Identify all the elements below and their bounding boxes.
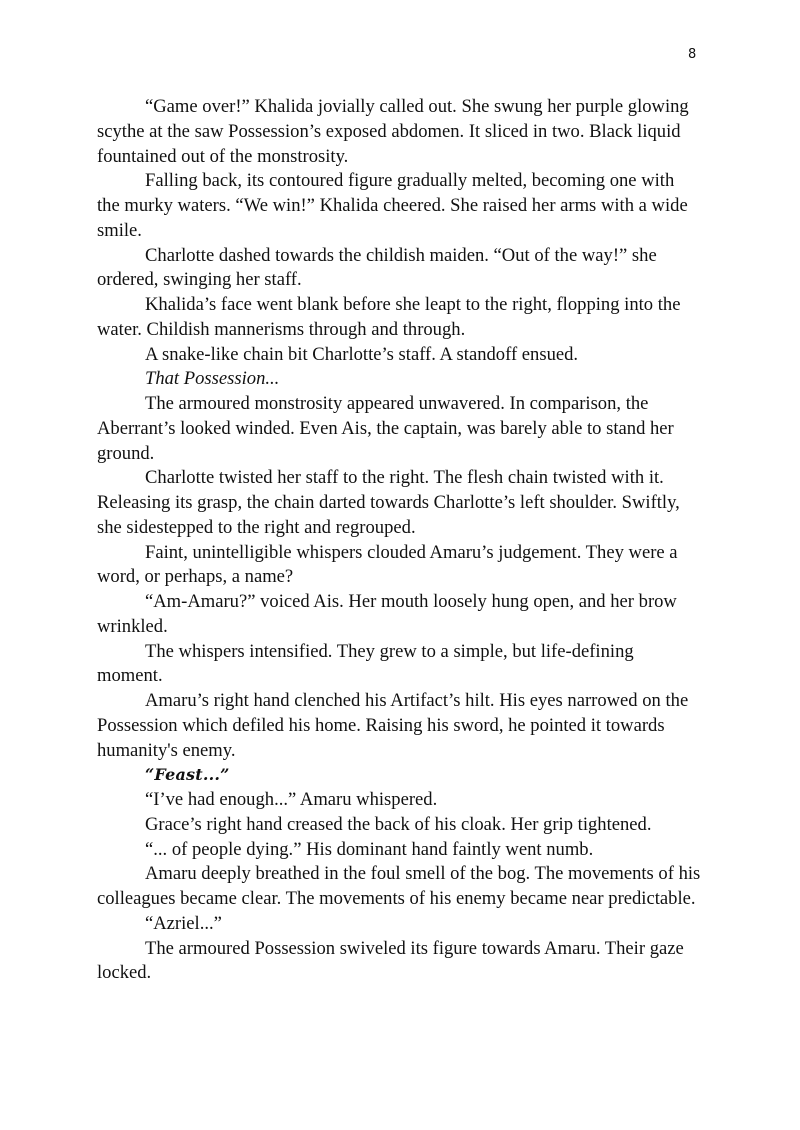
paragraph: “... of people dying.” His dominant hand faintly went numb. (145, 838, 594, 860)
paragraph: “I’ve had enough...” Amaru whispered. (145, 789, 438, 810)
paragraph: Amaru’s right hand clenched his Artifact’s hilt. His eyes narrowed on the Possession which defiled his home. Raising his sword, he pointed it towards humanity's enemy. (97, 690, 689, 761)
paragraph: The whispers intensified. They grew to a simple, but life-defining moment. (97, 640, 634, 687)
paragraph: Charlotte twisted her staff to the right. The flesh chain twisted with it. Releasing its grasp, the chain darted towards Charlotte’s left shoulder. Swiftly, she sidestepped to the right and regrouped. (97, 467, 680, 538)
page-number: 8 (688, 47, 697, 62)
paragraph: Faint, unintelligible whispers clouded Amaru’s judgement. They were a word, or perhaps, a name? (97, 541, 678, 588)
paragraph: “Am-Amaru?” voiced Ais. Her mouth loosely hung open, and her brow wrinkled. (97, 591, 677, 637)
paragraph: Khalida’s face went blank before she leapt to the right, flopping into the water. Childish mannerisms through and through. (97, 294, 681, 340)
italic-thought-paragraph: That Possession... (145, 368, 280, 390)
paragraph: Amaru deeply breathed in the foul smell of the bog. The movements of his colleagues became clear. The movements of his enemy became near predictable. (97, 863, 701, 909)
paragraph: Charlotte dashed towards the childish maiden. “Out of the way!” she ordered, swinging her staff. (97, 244, 657, 291)
paragraph: Grace’s right hand creased the back of his cloak. Her grip tightened. (145, 813, 652, 835)
body-text (97, 95, 701, 986)
stylized-voice-paragraph: “Feast...” (145, 765, 230, 785)
paragraph: “Azriel...” (145, 912, 222, 934)
paragraph: The armoured Possession swiveled its figure towards Amaru. Their gaze locked. (97, 937, 684, 984)
paragraph: The armoured monstrosity appeared unwavered. In comparison, the Aberrant’s looked winded. Even Ais, the captain, was barely able to stand her ground. (97, 393, 674, 464)
paragraph: “Game over!” Khalida jovially called out. She swung her purple glowing scythe at the saw Possession’s exposed abdomen. It sliced in two. Black liquid fountained out of the monstrosity. (97, 96, 689, 167)
paragraph: A snake-like chain bit Charlotte’s staff. A standoff ensued. (145, 343, 579, 365)
paragraph: Falling back, its contoured figure gradually melted, becoming one with the murky waters. “We win!” Khalida cheered. She raised her arms with a wide smile. (97, 170, 688, 241)
